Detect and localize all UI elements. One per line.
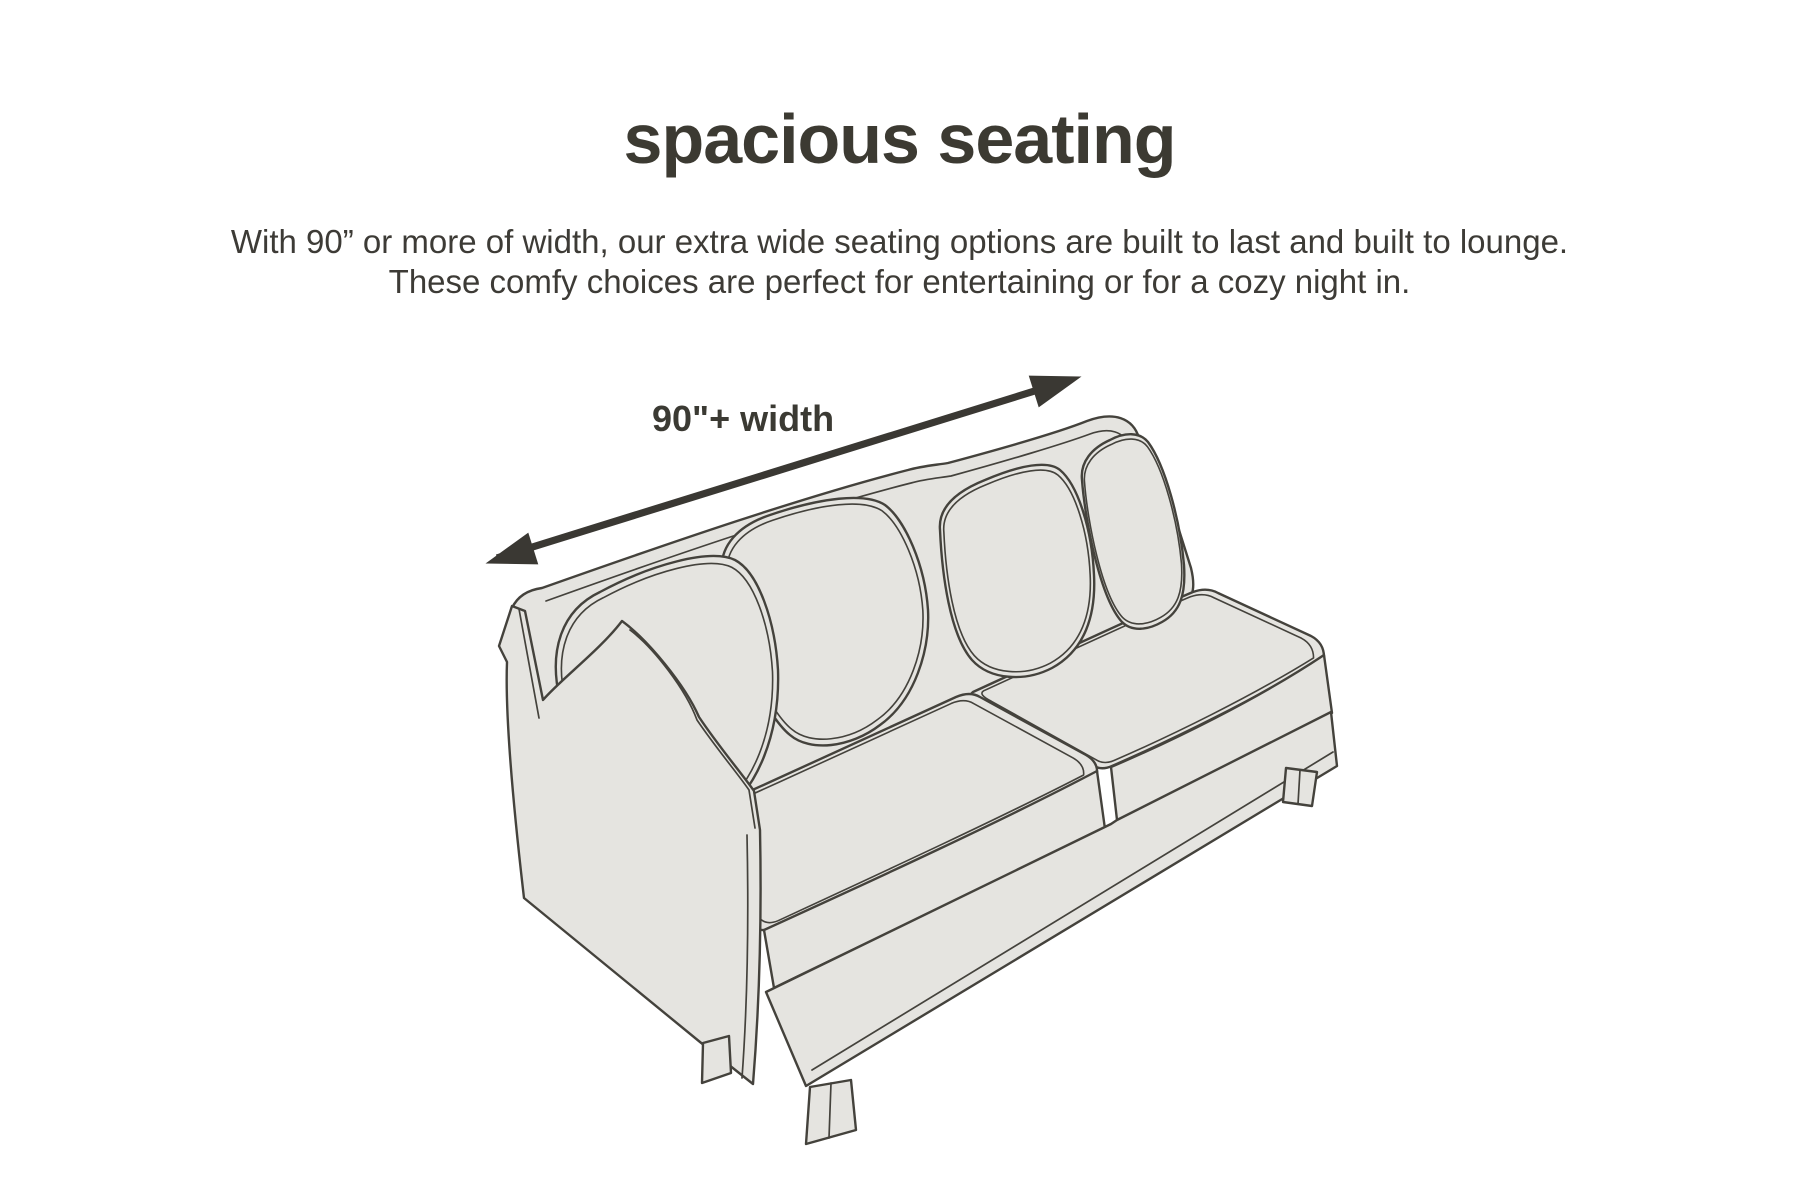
subtitle-line-1: With 90” or more of width, our extra wide seating options are built to last and built to lounge. (230, 223, 1569, 260)
pillow-front-right (940, 465, 1094, 677)
subtitle-line-2: These comfy choices are perfect for entertaining or for a cozy night in. (388, 263, 1411, 300)
page-title: spacious seating (623, 100, 1176, 178)
dimension-label: 90"+ width (652, 398, 835, 439)
sofa-foot-left (702, 1036, 731, 1083)
